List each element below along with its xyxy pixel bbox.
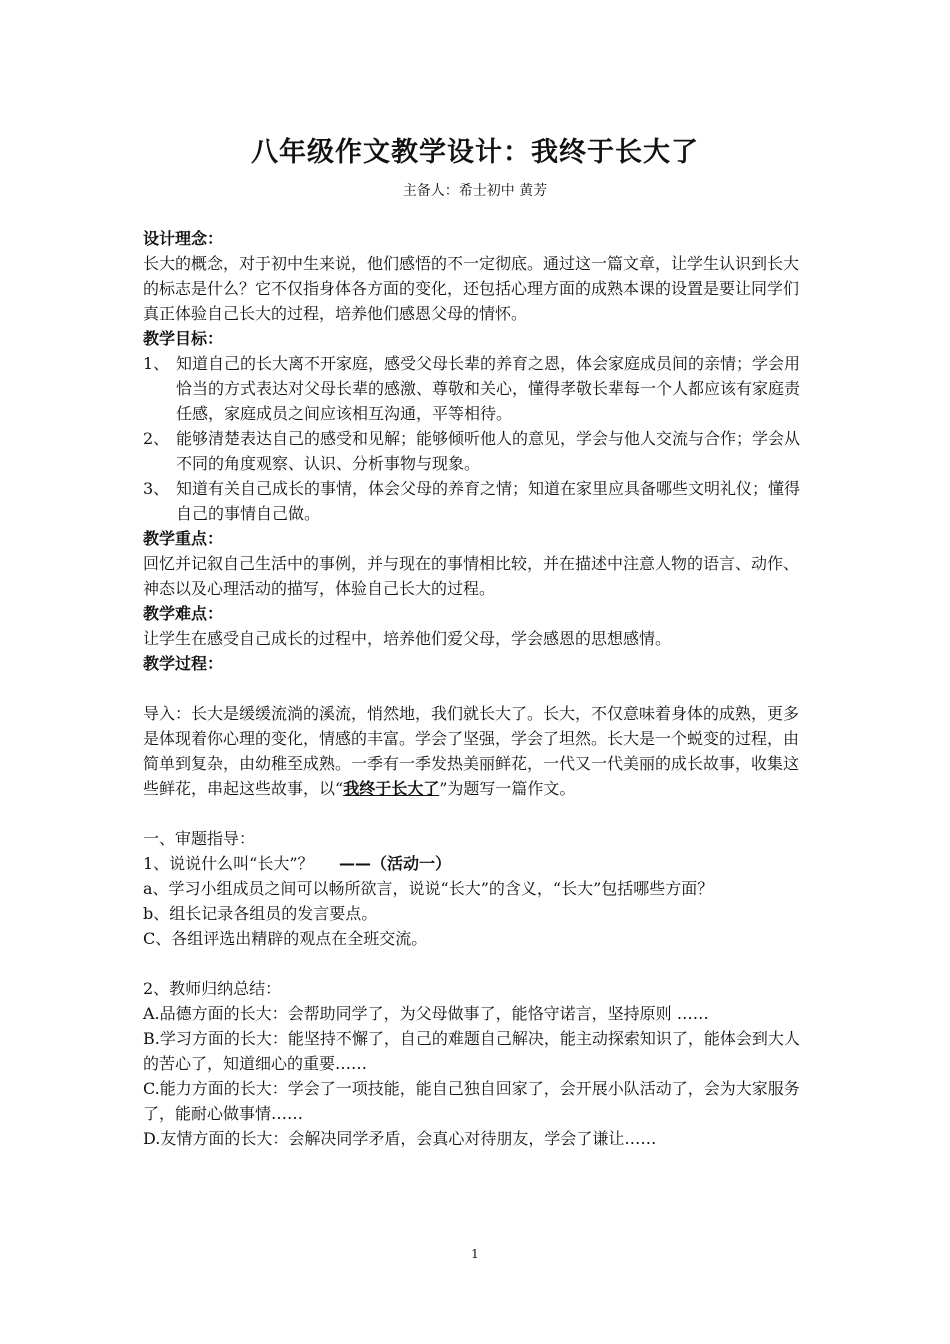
goal-number: 2、 bbox=[143, 429, 170, 448]
goal-item bbox=[143, 476, 813, 526]
goal-number: 3、 bbox=[143, 479, 170, 498]
goal-item bbox=[143, 426, 813, 476]
intro-paragraph bbox=[143, 701, 813, 801]
difficulty-heading: 教学难点： bbox=[143, 604, 224, 623]
intro-text-end: ”为题写一篇作文。 bbox=[439, 779, 576, 798]
document-body bbox=[143, 226, 813, 1151]
intro-text: 导入：长大是缓缓流淌的溪流，悄然地，我们就长大了。长大，不仅意味着身体的成熟，更多是体现着你心理的变化，情感的丰富。学会了坚强，学会了坦然。长大是一个蜕变的过程，由简单到复杂，由幼稚至成熟。一季有一季发热美丽鲜花，一代又一代美丽的成长故事，收集这些鲜花，串起这些故事，以“ bbox=[143, 704, 800, 798]
page-number: 1 bbox=[471, 1247, 479, 1261]
question-1 bbox=[143, 851, 813, 876]
summary-item: C.能力方面的长大：学会了一项技能，能自己独自回家了，会开展小队活动了，会为大家服务了，能耐心做事情…… bbox=[143, 1079, 800, 1123]
step-b: b、组长记录各组员的发言要点。 bbox=[143, 904, 378, 923]
goal-number: 1、 bbox=[143, 354, 170, 373]
key-points-heading: 教学重点： bbox=[143, 529, 224, 548]
difficulty-text: 让学生在感受自己成长的过程中，培养他们爱父母，学会感恩的思想感情。 bbox=[143, 629, 672, 648]
goals-heading: 教学目标： bbox=[143, 329, 224, 348]
goal-item bbox=[143, 351, 813, 426]
key-points-text: 回忆并记叙自己生活中的事例，并与现在的事情相比较，并在描述中注意人物的语言、动作、神态以及心理活动的描写，体验自己长大的过程。 bbox=[143, 554, 800, 598]
design-text: 长大的概念，对于初中生来说，他们感悟的不一定彻底。通过这一篇文章，让学生认识到长大的标志是什么？它不仅指身体各方面的变化，还包括心理方面的成熟本课的设置是要让同学们真正体验自己长大的过程，培养他们感恩父母的情怀。 bbox=[143, 254, 800, 323]
step-a: a、学习小组成员之间可以畅所欲言，说说“长大”的含义，“长大”包括哪些方面？ bbox=[143, 879, 714, 898]
summary-heading: 2、教师归纳总结： bbox=[143, 979, 282, 998]
author-line: 主备人：希士初中 黄芳 bbox=[402, 183, 548, 199]
goal-text: 知道自己的长大离不开家庭，感受父母长辈的养育之恩，体会家庭成员间的亲情；学会用恰当的方式表达对父母长辈的感激、尊敬和关心，懂得孝敬长辈每一个人都应该有家庭责任感，家庭成员之间应该相互沟通，平等相待。 bbox=[176, 354, 801, 423]
section1-heading: 一、审题指导： bbox=[143, 829, 256, 848]
process-heading: 教学过程： bbox=[143, 654, 224, 673]
goal-text: 能够清楚表达自己的感受和见解；能够倾听他人的意见，学会与他人交流与合作；学会从不同的角度观察、认识、分析事物与现象。 bbox=[176, 429, 801, 473]
step-c: C、各组评选出精辟的观点在全班交流。 bbox=[143, 929, 428, 948]
activity-label: ——（活动一） bbox=[338, 854, 451, 873]
essay-topic: 我终于长大了 bbox=[343, 779, 440, 798]
summary-item: B.学习方面的长大：能坚持不懈了，自己的难题自己解决，能主动探索知识了，能体会到大人的苦心了，知道细心的重要…… bbox=[143, 1029, 800, 1073]
summary-item: D.友情方面的长大：会解决同学矛盾，会真心对待朋友，学会了谦让…… bbox=[143, 1129, 657, 1148]
design-heading: 设计理念： bbox=[143, 229, 224, 248]
question-1-text: 1、说说什么叫“长大”？ bbox=[143, 854, 319, 873]
summary-item: A.品德方面的长大：会帮助同学了，为父母做事了，能恪守诺言，坚持原则 …… bbox=[143, 1004, 709, 1023]
goal-text: 知道有关自己成长的事情，体会父母的养育之情；知道在家里应具备哪些文明礼仪；懂得自己的事情自己做。 bbox=[176, 479, 801, 523]
document-title: 八年级作文教学设计：我终于长大了 bbox=[251, 137, 699, 168]
